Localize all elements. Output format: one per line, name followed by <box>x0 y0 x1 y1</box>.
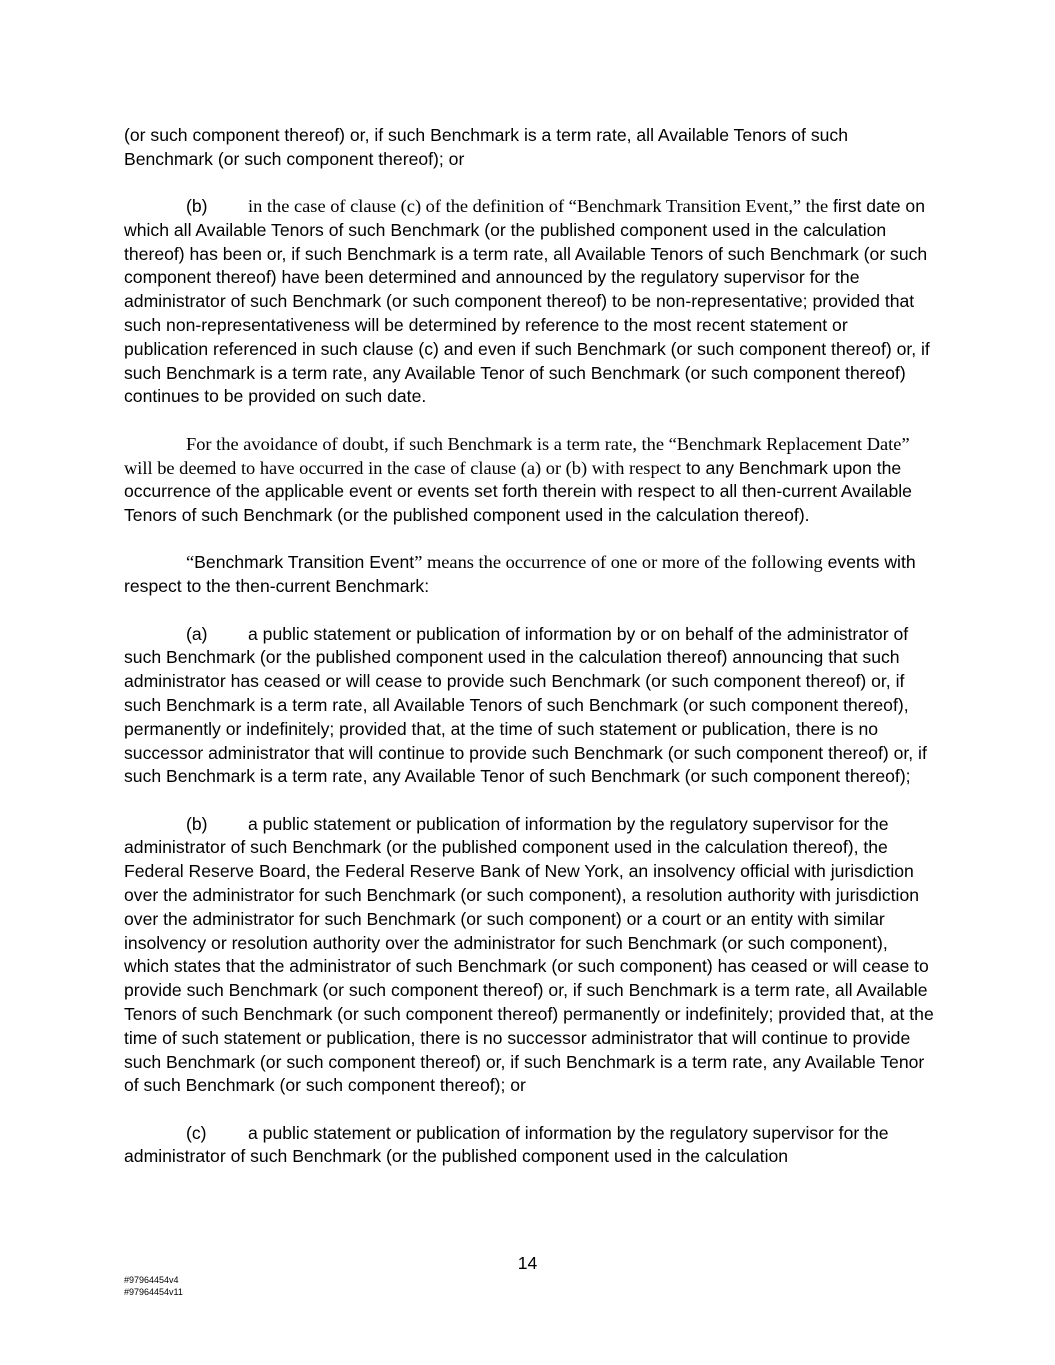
document-id: #97964454v11 <box>124 1287 183 1297</box>
paragraph-clause-c <box>124 1122 934 1170</box>
clause-text: a public statement or publication of information by the regulatory supervisor for the administrator of such Benchmark (or the published component used in the calculation <box>124 1122 889 1167</box>
paragraph-serif-lead: For the avoidance of doubt, if such Benchmark is a term rate, the “Benchmark Replacement Date” will be deemed to have occurred in the case of clause (a) or (b) with respect <box>124 433 910 478</box>
paragraph-continuation: (or such component thereof) or, if such Benchmark is a term rate, all Available Tenors of such Benchmark (or such component thereof); or <box>124 125 848 169</box>
definition-text: events with respect to the then-current Benchmark: <box>124 552 916 597</box>
paragraph-clause-b-replacement-date <box>124 195 934 409</box>
document-body <box>124 124 934 1193</box>
clause-text: a public statement or publication of information by the regulatory supervisor for the administrator of such Benchmark (or the published component used in the calculation thereof), the Federal Reserve Board, the Federal Reserve Bank of New York, an insolvency official with jurisdiction over the administrator for such Benchmark (or such component), a resolution authority with jurisdiction over the administrator for such Benchmark (or such component) or a court or an entity with similar insolvency or resolution authority over the administrator for such Benchmark (or such component), which states that the administrator of such Benchmark (or such component) has ceased or will cease to provide such Benchmark (or such component thereof) or, if such Benchmark is a term rate, all Available Tenors of such Benchmark (or such component thereof) permanently or indefinitely; provided that, at the time of such statement or publication, there is no successor administrator that will continue to provide such Benchmark (or such component thereof) or, if such Benchmark is a term rate, any Available Tenor of such Benchmark (or such component thereof); or <box>124 813 934 1096</box>
clause-text: first date on which all Available Tenors of such Benchmark (or the published component used in the calculation thereof) has been or, if such Benchmark is a term rate, all Available Tenors of such Benchmark (or such component thereof) have been determined and announced by the regulatory supervisor for the administrator of such Benchmark (or such component thereof) to be non-representative; provided that such non-representativeness will be determined by reference to the most recent statement or publication referenced in such clause (c) and even if such Benchmark (or such component thereof) or, if such Benchmark is a term rate, any Available Tenor of such Benchmark (or such component thereof) continues to be provided on such date. <box>124 196 930 407</box>
clause-label: (b) <box>186 813 208 834</box>
defined-term: Benchmark Transition Event <box>194 552 415 573</box>
clause-label: (c) <box>186 1122 207 1143</box>
document-id: #97964454v4 <box>124 1275 179 1285</box>
clause-label: (b) <box>186 196 208 217</box>
paragraph-clause-a <box>124 623 934 790</box>
paragraph-text: to any Benchmark upon the occurrence of the applicable event or events set forth therein with respect to all then-current Available Tenors of such Benchmark (or the published component used in the calculation thereof). <box>124 457 912 526</box>
paragraph-definition-transition-event <box>124 551 934 599</box>
clause-text: a public statement or publication of information by or on behalf of the administrator of such Benchmark (or the published component used in the calculation thereof) announcing that such administrator has ceased or will cease to provide such Benchmark (or such component thereof) or, if such Benchmark is a term rate, all Available Tenors of such Benchmark (or such component thereof), permanently or indefinitely; provided that, at the time of such statement or publication, there is no successor administrator that will continue to provide such Benchmark (or such component thereof) or, if such Benchmark is a term rate, any Available Tenor of such Benchmark (or such component thereof); <box>124 623 927 787</box>
page-number: 14 <box>517 1253 538 1273</box>
clause-label: (a) <box>186 623 208 644</box>
paragraph-clause-b <box>124 813 934 1099</box>
definition-serif-lead: ” means the occurrence of one or more of the following <box>414 552 823 573</box>
paragraph-avoidance-of-doubt <box>124 433 934 528</box>
open-quote: “ <box>186 552 195 573</box>
clause-serif-lead: in the case of clause (c) of the definition of “Benchmark Transition Event,” the <box>248 196 829 217</box>
